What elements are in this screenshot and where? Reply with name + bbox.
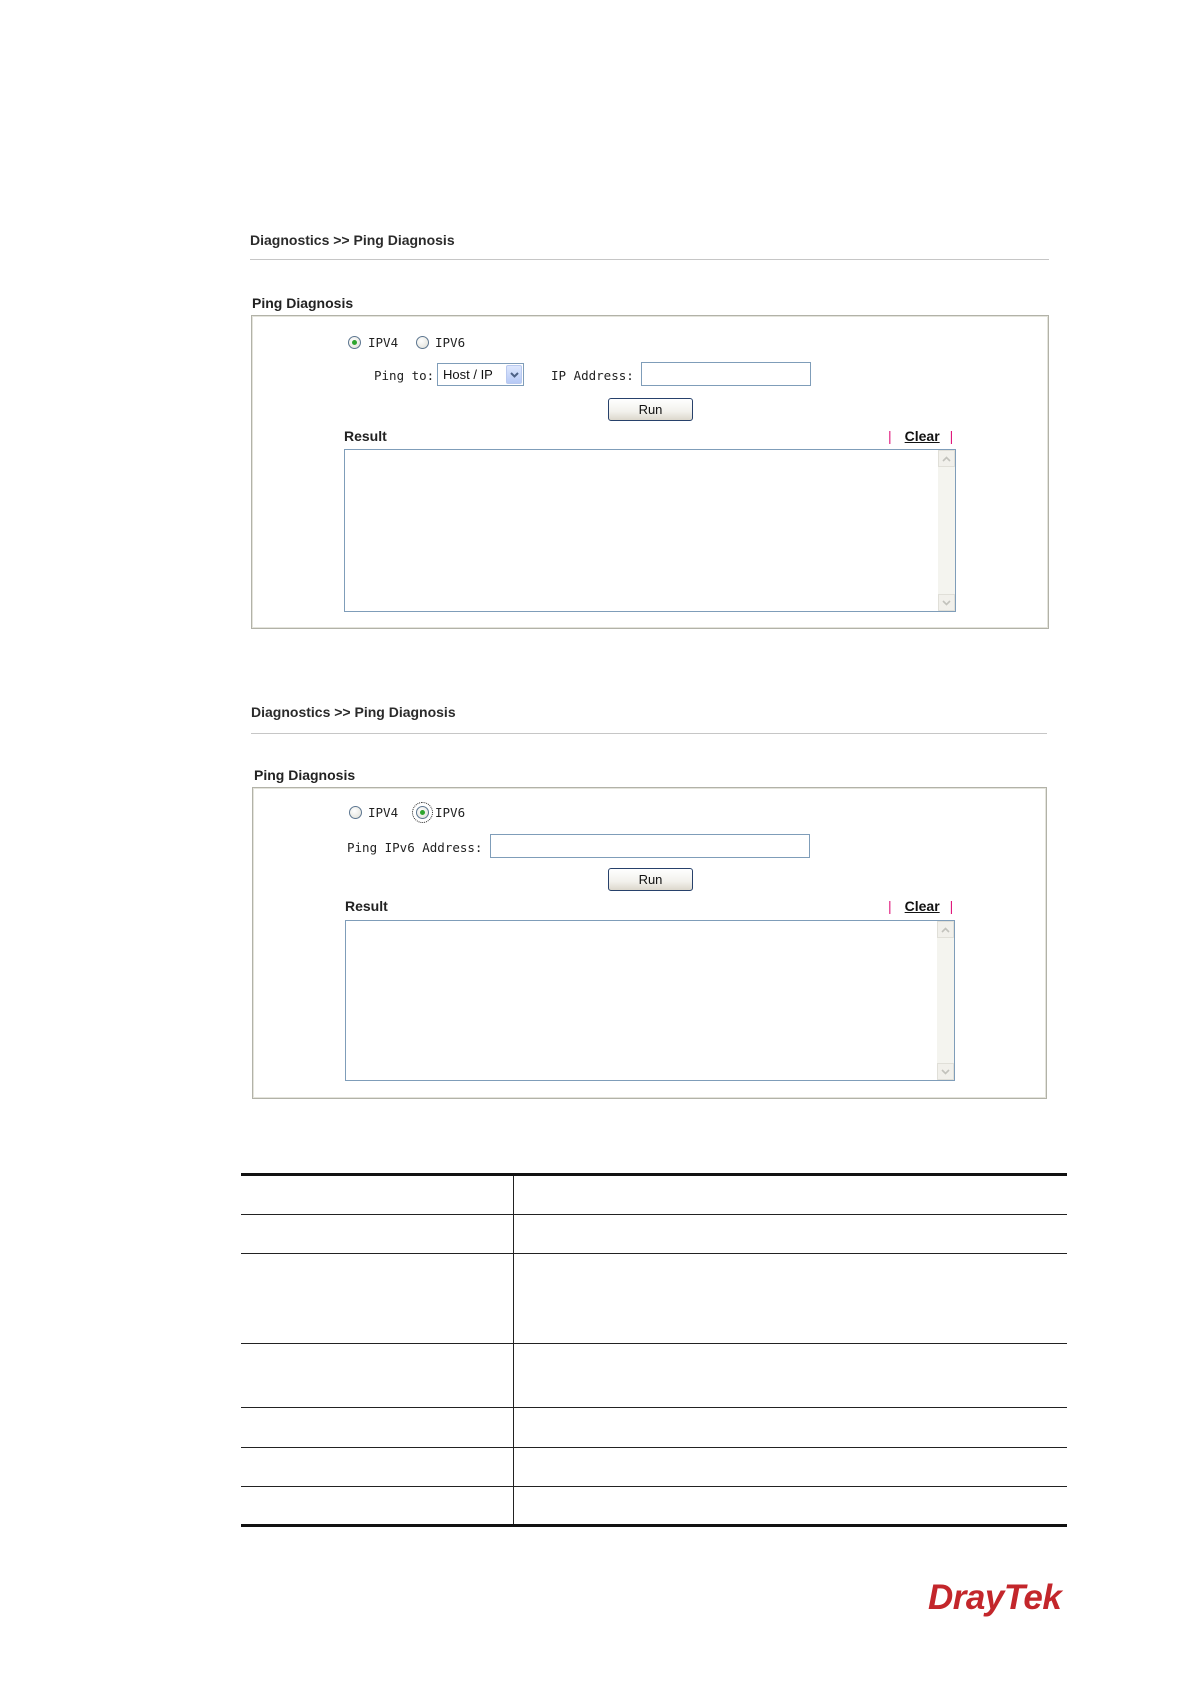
ipv6-label: IPV6 xyxy=(435,805,466,820)
ping-to-value: Host / IP xyxy=(443,367,493,382)
table-cell xyxy=(241,1254,514,1344)
ping-ipv6-address-label: Ping IPv6 Address: xyxy=(347,840,483,855)
separator: | xyxy=(888,428,892,444)
scrollbar[interactable] xyxy=(937,921,954,1080)
ping-ipv6-address-input[interactable] xyxy=(490,834,810,858)
ipv4-radio[interactable] xyxy=(349,806,362,819)
table-cell xyxy=(514,1487,1068,1526)
ipv6-label: IPV6 xyxy=(435,335,466,350)
breadcrumb: Diagnostics >> Ping Diagnosis xyxy=(250,232,455,248)
table-row xyxy=(241,1344,1067,1408)
chevron-down-icon[interactable] xyxy=(938,594,955,611)
ping-to-select[interactable] xyxy=(437,363,524,386)
ipv4-label: IPV4 xyxy=(368,805,399,820)
chevron-down-icon[interactable] xyxy=(937,1063,954,1080)
table-row xyxy=(241,1215,1067,1254)
ip-address-label: IP Address: xyxy=(551,368,634,383)
result-label: Result xyxy=(345,898,388,914)
panel-title: Ping Diagnosis xyxy=(252,295,354,311)
description-table xyxy=(241,1173,1067,1527)
ip-address-input[interactable] xyxy=(641,362,811,386)
table-cell xyxy=(241,1344,514,1408)
separator: | xyxy=(888,898,892,914)
table-cell xyxy=(241,1408,514,1448)
ping-to-label: Ping to: xyxy=(374,368,435,383)
result-textarea[interactable] xyxy=(346,921,936,1080)
table-cell xyxy=(514,1215,1068,1254)
result-textarea[interactable] xyxy=(345,450,937,611)
ipv6-radio[interactable] xyxy=(416,336,429,349)
table-cell xyxy=(514,1408,1068,1448)
ipv6-radio[interactable] xyxy=(416,806,429,819)
table-row xyxy=(241,1408,1067,1448)
breadcrumb-divider xyxy=(251,733,1047,734)
clear-group xyxy=(888,897,953,915)
draytek-logo: DrayTek xyxy=(928,1578,1062,1617)
result-label: Result xyxy=(344,428,387,444)
clear-link[interactable]: Clear xyxy=(904,898,940,914)
table-row xyxy=(241,1448,1067,1487)
breadcrumb-divider xyxy=(250,259,1049,260)
table-cell xyxy=(241,1175,514,1215)
table-row xyxy=(241,1254,1067,1344)
chevron-up-icon[interactable] xyxy=(937,921,954,938)
table-cell xyxy=(241,1487,514,1526)
ipv4-label: IPV4 xyxy=(368,335,399,350)
chevron-down-icon[interactable] xyxy=(506,365,522,384)
clear-link[interactable]: Clear xyxy=(904,428,940,444)
table-cell xyxy=(514,1254,1068,1344)
panel-title: Ping Diagnosis xyxy=(254,767,356,783)
table-cell xyxy=(514,1175,1068,1215)
table-row xyxy=(241,1487,1067,1526)
table-cell xyxy=(241,1448,514,1487)
separator: | xyxy=(949,428,954,444)
run-button[interactable]: Run xyxy=(608,398,693,421)
table-cell xyxy=(514,1344,1068,1408)
table-row xyxy=(241,1175,1067,1215)
ping-diagnosis-panel xyxy=(252,787,1047,1099)
ping-diagnosis-panel xyxy=(251,315,1049,629)
result-area xyxy=(344,449,956,612)
ipv4-radio[interactable] xyxy=(348,336,361,349)
breadcrumb: Diagnostics >> Ping Diagnosis xyxy=(251,704,456,720)
table-cell xyxy=(241,1215,514,1254)
chevron-up-icon[interactable] xyxy=(938,450,955,467)
separator: | xyxy=(949,898,954,914)
clear-group xyxy=(888,427,953,445)
run-button[interactable]: Run xyxy=(608,868,693,891)
result-area xyxy=(345,920,955,1081)
table-cell xyxy=(514,1448,1068,1487)
scrollbar[interactable] xyxy=(938,450,955,611)
